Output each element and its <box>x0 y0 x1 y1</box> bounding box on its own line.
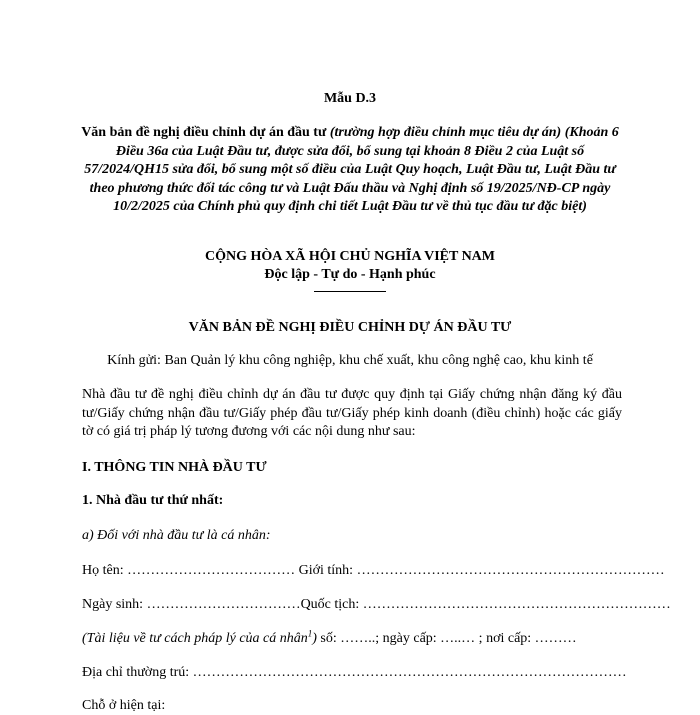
gender-field[interactable]: ………………………………………………………… <box>356 563 665 578</box>
field-row-legal-document <box>82 630 577 648</box>
dob-field[interactable]: …………………………… <box>146 597 301 612</box>
addressee: Kính gửi: Ban Quản lý khu công nghiệp, khu chế xuất, khu công nghệ cao, khu kinh tế <box>107 353 593 368</box>
nationality-field[interactable]: ………………………………………………………… <box>362 597 671 612</box>
document-title: VĂN BẢN ĐỀ NGHỊ ĐIỀU CHỈNH DỰ ÁN ĐẦU TƯ <box>188 320 512 335</box>
document-subject <box>80 124 620 217</box>
subject-case: (trường hợp điều chỉnh mục tiêu dự án) <box>326 125 562 140</box>
field-row-dob-nationality <box>82 596 671 614</box>
field-row-name-gender <box>82 562 665 580</box>
subsection-individual-investor: a) Đối với nhà đầu tư là cá nhân: <box>82 528 271 543</box>
gender-label: Giới tính: <box>295 563 357 578</box>
footnote-marker[interactable]: 1 <box>307 628 313 639</box>
intro-paragraph: Nhà đầu tư đề nghị điều chỉnh dự án đầu tư được quy định tại Giấy chứng nhận đăng ký đầu tư/Giấy chứng nhận đầu tư/Giấy phép đầu tư/Giấy phép kinh doanh (điều chỉnh) hoặc các giấy tờ có giá trị pháp lý tương đương với các nội dung như sau: <box>82 387 622 439</box>
header-underline <box>314 291 386 292</box>
legal-doc-label-close: ) <box>312 631 317 646</box>
name-field[interactable]: ……………………………… <box>127 563 296 578</box>
country-name: CỘNG HÒA XÃ HỘI CHỦ NGHĨA VIỆT NAM <box>204 249 495 264</box>
form-code: Mẫu D.3 <box>323 91 377 106</box>
nationality-label: Quốc tịch: <box>300 597 363 612</box>
dob-label: Ngày sinh: <box>82 597 147 612</box>
legal-basis: (Khoản 6 Điều 36a của Luật Đầu tư, được sửa đổi, bổ sung tại khoản 8 Điều 2 của Luật số 57/2024/QH15 sửa đổi, bổ sung một số điều của Luật Quy hoạch, Luật Đầu tư, Luật Đầu tư theo phương thức đối tác công tư và Luật Đấu thầu và Nghị định số 19/2025/NĐ-CP ngày 10/2/2025 của Chính phủ quy định chi tiết Luật Đầu tư về thủ tục đầu tư đặc biệt) <box>84 125 619 214</box>
subsection-first-investor: 1. Nhà đầu tư thứ nhất: <box>82 493 224 508</box>
subject-title: Văn bản đề nghị điều chỉnh dự án đầu tư <box>81 125 327 140</box>
name-label: Họ tên: <box>82 563 128 578</box>
legal-doc-label: (Tài liệu về tư cách pháp lý của cá nhân <box>82 631 308 646</box>
field-row-permanent-address <box>82 664 627 682</box>
national-motto: Độc lập - Tự do - Hạnh phúc <box>264 267 436 282</box>
section-heading-investor-info: I. THÔNG TIN NHÀ ĐẦU TƯ <box>82 460 267 475</box>
address-label: Địa chỉ thường trú: <box>82 665 193 680</box>
current-residence-label: Chỗ ở hiện tại: <box>82 698 166 713</box>
national-header <box>0 248 700 284</box>
legal-doc-details-field[interactable]: số: ……..; ngày cấp: …..… ; nơi cấp: ……… <box>316 631 577 646</box>
address-field[interactable]: ………………………………………………………………………………… <box>192 665 627 680</box>
